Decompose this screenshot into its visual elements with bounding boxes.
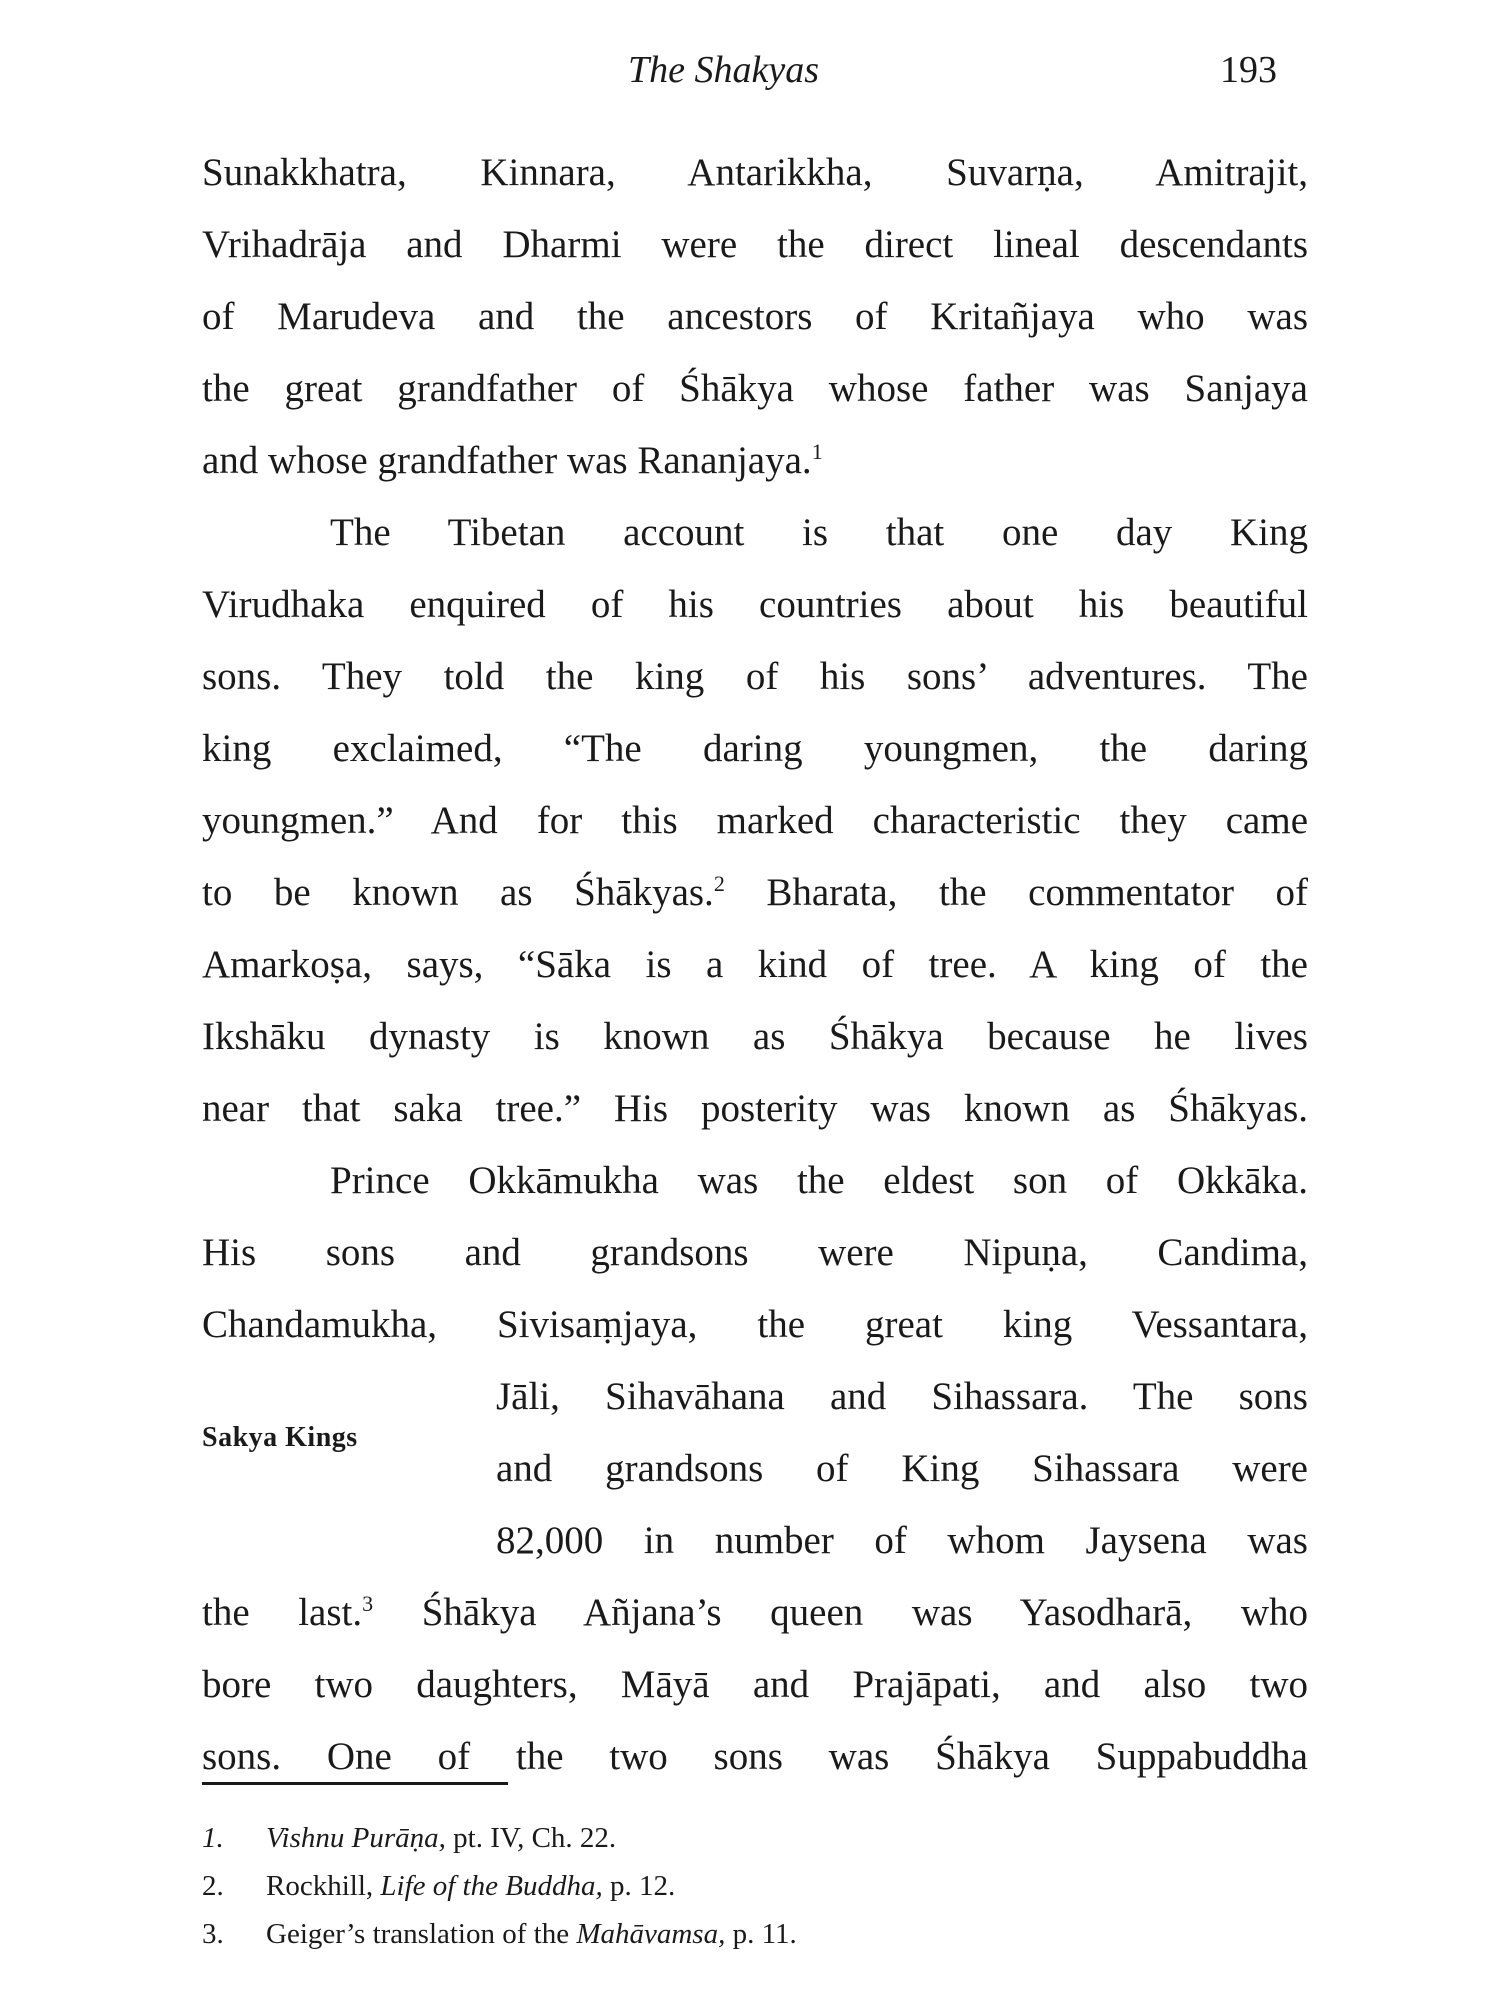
footnote-ref: 3 xyxy=(362,1591,374,1616)
margin-note: Sakya Kings xyxy=(202,1422,358,1453)
text-line: Sunakkhatra, Kinnara, Antarikkha, Suvarṇa, Amitrajit, xyxy=(202,151,1308,194)
footnote-number: 1. xyxy=(202,1822,224,1854)
footnote-ref: 1 xyxy=(811,439,823,464)
text-line: Virudhaka enquired of his countries about his beautiful xyxy=(202,583,1308,626)
text-line: the great grandfather of Śhākya whose father was Sanjaya xyxy=(202,367,1308,410)
text-line: Chandamukha, Sivisaṃjaya, the great king Vessantara, xyxy=(202,1303,1308,1346)
text-span: pt. IV, Ch. 22. xyxy=(445,1822,617,1854)
text-line: bore two daughters, Māyā and Prajāpati, and also two xyxy=(202,1663,1308,1706)
footnote-title: Mahāvamsa, xyxy=(576,1918,726,1950)
footnote-title: Life of the Buddha, xyxy=(380,1870,603,1902)
text-span: p. 11. xyxy=(725,1918,797,1950)
text-line: sons. One of the two sons was Śhākya Suppabuddha xyxy=(202,1735,1308,1778)
text-line: Ikshāku dynasty is known as Śhākya because he lives xyxy=(202,1015,1308,1058)
text-line xyxy=(202,436,1308,486)
text-span: and whose grandfather was Rananjaya. xyxy=(202,439,812,482)
text-line: sons. They told the king of his sons’ adventures. The xyxy=(202,655,1308,698)
text-line: Vrihadrāja and Dharmi were the direct lineal descendants xyxy=(202,223,1308,266)
text-line: 82,000 in number of whom Jaysena was xyxy=(496,1519,1308,1562)
text-line xyxy=(202,868,1308,918)
text-line: near that saka tree.” His posterity was known as Śhākyas. xyxy=(202,1087,1308,1130)
running-head xyxy=(0,40,1500,100)
footnote-number: 2. xyxy=(202,1870,224,1902)
text-line: His sons and grandsons were Nipuṇa, Candima, xyxy=(202,1231,1308,1274)
text-line: youngmen.” And for this marked characteristic they came xyxy=(202,799,1308,842)
text-span: Bharata, the commentator of xyxy=(724,871,1308,914)
footnote-number: 3. xyxy=(202,1918,224,1950)
text-span: to be known as Śhākyas. xyxy=(202,871,714,914)
text-line: and grandsons of King Sihassara were xyxy=(496,1447,1308,1490)
page-number: 193 xyxy=(1220,49,1277,91)
footnote-ref: 2 xyxy=(713,871,725,896)
text-line xyxy=(202,1588,1308,1638)
text-span: the last. xyxy=(202,1591,363,1634)
footnote xyxy=(202,1818,616,1858)
text-line: Jāli, Sihavāhana and Sihassara. The sons xyxy=(496,1375,1308,1418)
running-title: The Shakyas xyxy=(628,49,820,91)
footnote-text xyxy=(266,1822,616,1854)
text-line: The Tibetan account is that one day King xyxy=(330,511,1308,554)
footnote-text xyxy=(266,1870,675,1902)
text-line: Amarkoṣa, says, “Sāka is a kind of tree. A king of the xyxy=(202,943,1308,986)
text-line: Prince Okkāmukha was the eldest son of Okkāka. xyxy=(330,1159,1308,1202)
footnote-title: Vishnu Purāṇa, xyxy=(266,1822,446,1854)
footnote-text xyxy=(266,1918,797,1950)
text-span: Śhākya Añjana’s queen was Yasodharā, who xyxy=(373,1591,1308,1634)
footnote xyxy=(202,1914,797,1954)
text-span: p. 12. xyxy=(602,1870,676,1902)
footnote xyxy=(202,1866,675,1906)
text-span: Rockhill, xyxy=(266,1870,381,1902)
text-line: of Marudeva and the ancestors of Kritañjaya who was xyxy=(202,295,1308,338)
text-span: Geiger’s translation of the xyxy=(266,1918,577,1950)
footnote-divider xyxy=(202,1782,508,1785)
text-line: king exclaimed, “The daring youngmen, the daring xyxy=(202,727,1308,770)
